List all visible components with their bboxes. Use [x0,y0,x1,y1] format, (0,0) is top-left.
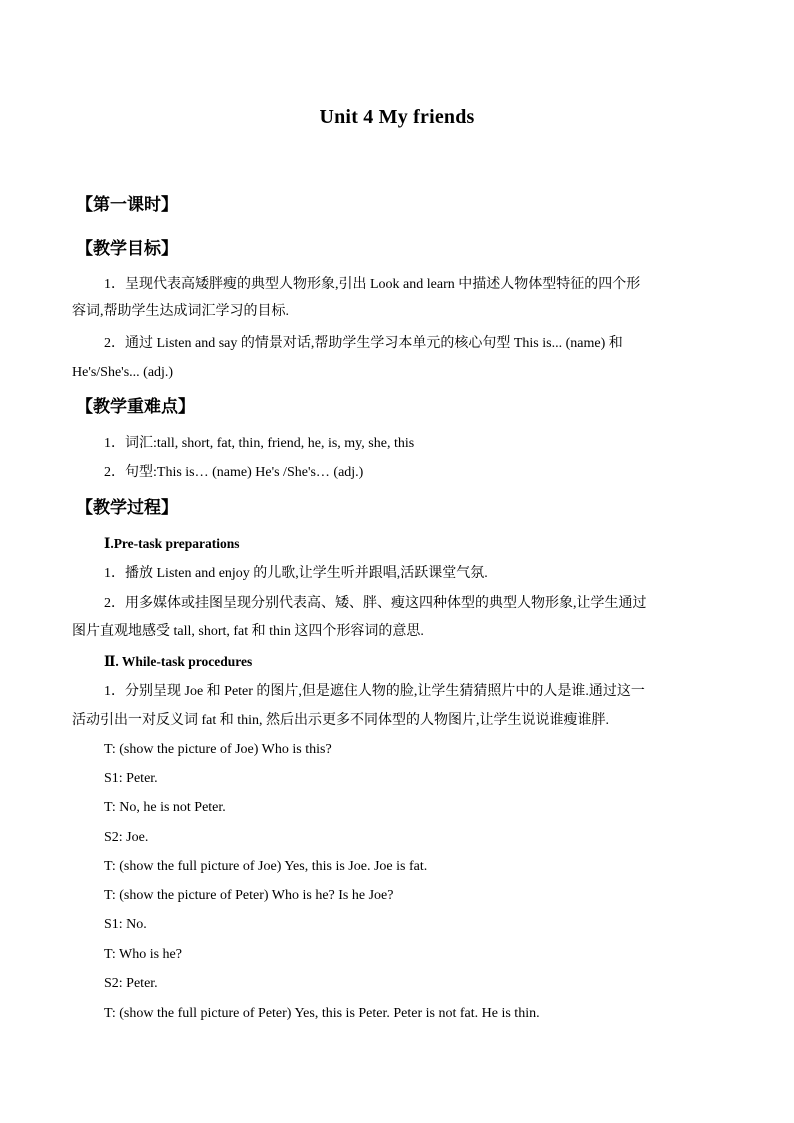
dialogue-line: S2: Joe. [104,830,149,845]
key-point-2: 2．句型:This is… (name) He's /She's… (adj.) [104,465,364,480]
key-point-1: 1．词汇:tall, short, fat, thin, friend, he, is, my, she, this [104,436,415,451]
page-title: Unit 4 My friends [319,106,475,128]
pre-task-heading: Ⅰ.Pre-task preparations [104,536,240,551]
pre-task-step-1: 1．播放 Listen and enjoy 的儿歌,让学生听并跟唱,活跃课堂气氛. [104,566,488,581]
dialogue-line: S1: No. [104,917,147,932]
key-points-heading: 【教学重难点】 [76,397,195,416]
goal-1-line-2: 容词,帮助学生达成词汇学习的目标. [72,304,289,319]
pre-task-step-2-line-1: 2．用多媒体或挂图呈现分别代表高、矮、胖、瘦这四种体型的典型人物形象,让学生通过 [104,596,647,611]
goal-1-line-1: 1．呈现代表高矮胖瘦的典型人物形象,引出 Look and learn 中描述人物体型特征的四个形 [104,277,641,292]
lesson-heading: 【第一课时】 [76,195,178,214]
goals-heading: 【教学目标】 [76,239,178,258]
dialogue-line: T: (show the full picture of Joe) Yes, this is Joe. Joe is fat. [104,859,428,874]
dialogue-line: T: (show the picture of Joe) Who is this? [104,742,332,757]
goal-2-line-1: 2．通过 Listen and say 的情景对话,帮助学生学习本单元的核心句型 This is... (name) 和 [104,336,623,351]
dialogue-line: S1: Peter. [104,771,158,786]
dialogue-line: S2: Peter. [104,976,158,991]
pre-task-step-2-line-2: 图片直观地感受 tall, short, fat 和 thin 这四个形容词的意思. [72,624,424,639]
goal-2-line-2: He's/She's... (adj.) [72,365,174,380]
dialogue-line: T: (show the picture of Peter) Who is he? Is he Joe? [104,888,394,903]
while-task-step-1-line-2: 活动引出一对反义词 fat 和 thin, 然后出示更多不同体型的人物图片,让学生说说谁瘦谁胖. [72,713,610,728]
while-task-heading: Ⅱ. While-task procedures [104,654,253,669]
dialogue-line: T: (show the full picture of Peter) Yes, this is Peter. Peter is not fat. He is thin. [104,1006,540,1021]
while-task-step-1-line-1: 1．分别呈现 Joe 和 Peter 的图片,但是遮住人物的脸,让学生猜猜照片中的人是谁.通过这一 [104,684,645,699]
process-heading: 【教学过程】 [76,498,178,517]
dialogue-line: T: Who is he? [104,947,182,962]
dialogue-line: T: No, he is not Peter. [104,800,226,815]
